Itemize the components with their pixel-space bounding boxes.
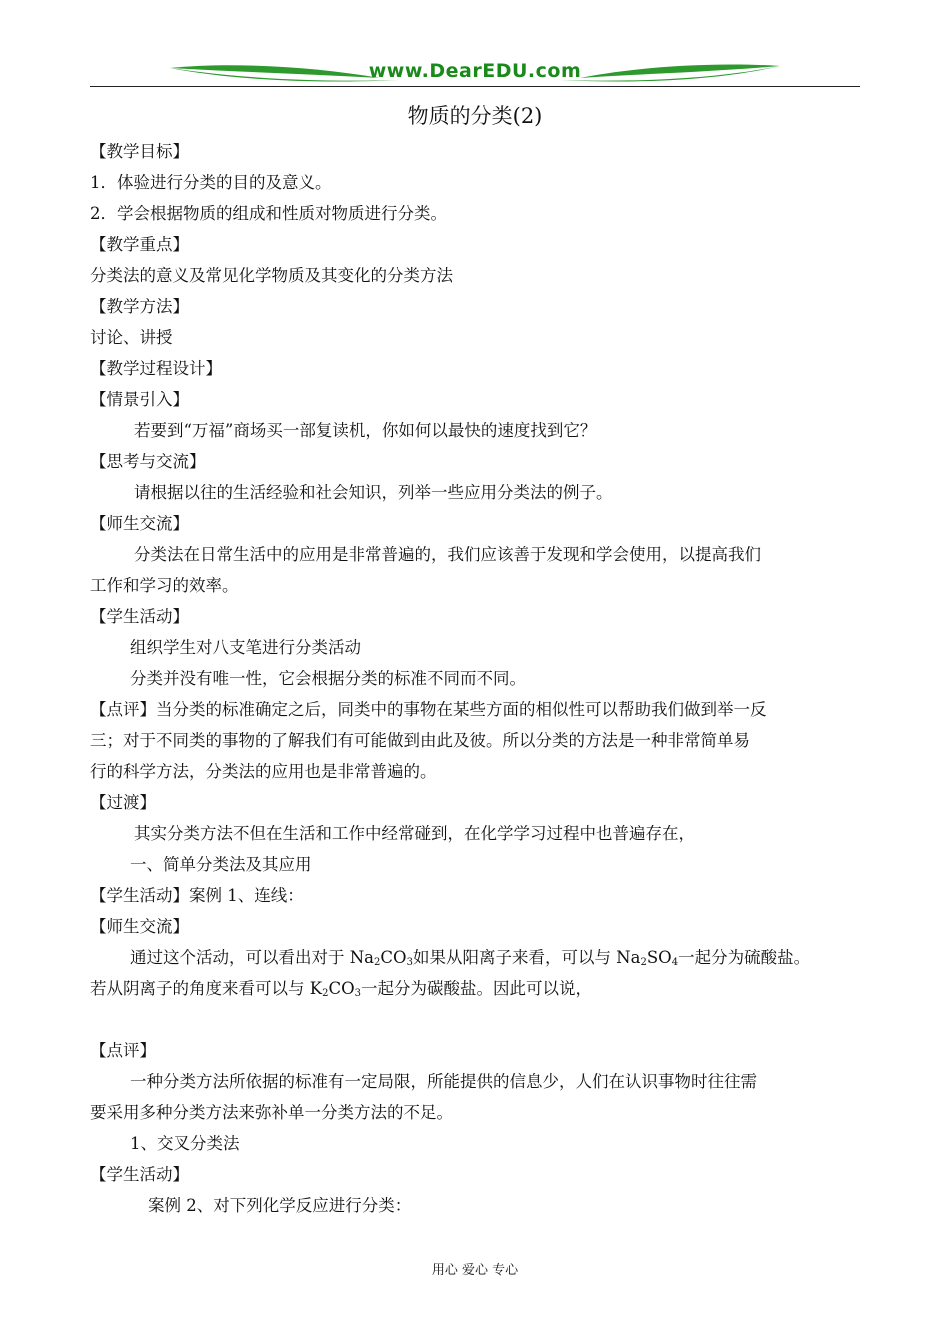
section-heading: 【教学重点】 [90,235,189,254]
subsection-heading: 一、简单分类法及其应用 [130,855,312,874]
section-heading: 【情景引入】 [90,390,189,409]
paragraph-line: 2．学会根据物质的组成和性质对物质进行分类。 [90,204,447,223]
section-heading: 【师生交流】 [90,514,189,533]
section-heading: 【学生活动】 [90,607,189,626]
paragraph-line: 【学生活动】案例 1、连线： [90,886,304,905]
section-heading: 【学生活动】 [90,1165,189,1184]
subsection-heading: 1、交叉分类法 [130,1134,240,1153]
paragraph-line: 分类法在日常生活中的应用是非常普遍的，我们应该善于发现和学会使用，以提高我们 [134,545,761,564]
page-footer: 用心 爱心 专心 [431,1263,519,1278]
section-heading: 【思考与交流】 [90,452,206,471]
page-title: 物质的分类(2) [407,104,543,128]
page-header [90,58,860,90]
paragraph-line: 若要到“万福”商场买一部复读机，你如何以最快的速度找到它？ [134,421,597,440]
paragraph-line: 通过这个活动，可以看出对于 $Na_2CO_3$如果从阳离子来看，可以与 $Na_2SO_4$一起分为硫酸盐。 [130,948,811,968]
paragraph-line: 要采用多种分类方法来弥补单一分类方法的不足。 [90,1103,453,1122]
section-heading: 【过渡】 [90,793,156,812]
site-logo[interactable]: www.DearEDU.com [368,60,582,82]
paragraph-line: 其实分类方法不但在生活和工作中经常碰到，在化学学习过程中也普遍存在， [134,824,695,843]
paragraph-line: 行的科学方法，分类法的应用也是非常普遍的。 [90,762,437,781]
section-heading: 【师生交流】 [90,917,189,936]
paragraph-line: 请根据以往的生活经验和社会知识，列举一些应用分类法的例子。 [134,483,613,502]
paragraph-line: 案例 2、对下列化学反应进行分类： [148,1196,412,1215]
section-heading: 【点评】 [90,1041,156,1060]
paragraph-line: 讨论、讲授 [90,328,173,347]
paragraph-line: 【点评】当分类的标准确定之后，同类中的事物在某些方面的相似性可以帮助我们做到举一反 [90,700,767,719]
paragraph-line: 工作和学习的效率。 [90,576,239,595]
section-heading: 【教学过程设计】 [90,359,222,378]
paragraph-line: 分类并没有唯一性，它会根据分类的标准不同而不同。 [130,669,526,688]
section-heading: 【教学方法】 [90,297,189,316]
section-heading: 【教学目标】 [90,142,189,161]
header-divider [90,86,860,87]
paragraph-line: 分类法的意义及常见化学物质及其变化的分类方法 [90,266,453,285]
paragraph-line: 1．体验进行分类的目的及意义。 [90,173,332,192]
paragraph-line: 若从阴离子的角度来看可以与 $K_2CO_3$一起分为碳酸盐。因此可以说， [90,979,592,999]
paragraph-line: 一种分类方法所依据的标准有一定局限，所能提供的信息少，人们在认识事物时往往需 [130,1072,757,1091]
paragraph-line: 组织学生对八支笔进行分类活动 [130,638,361,657]
paragraph-line: 三；对于不同类的事物的了解我们有可能做到由此及彼。所以分类的方法是一种非常简单易 [90,731,750,750]
